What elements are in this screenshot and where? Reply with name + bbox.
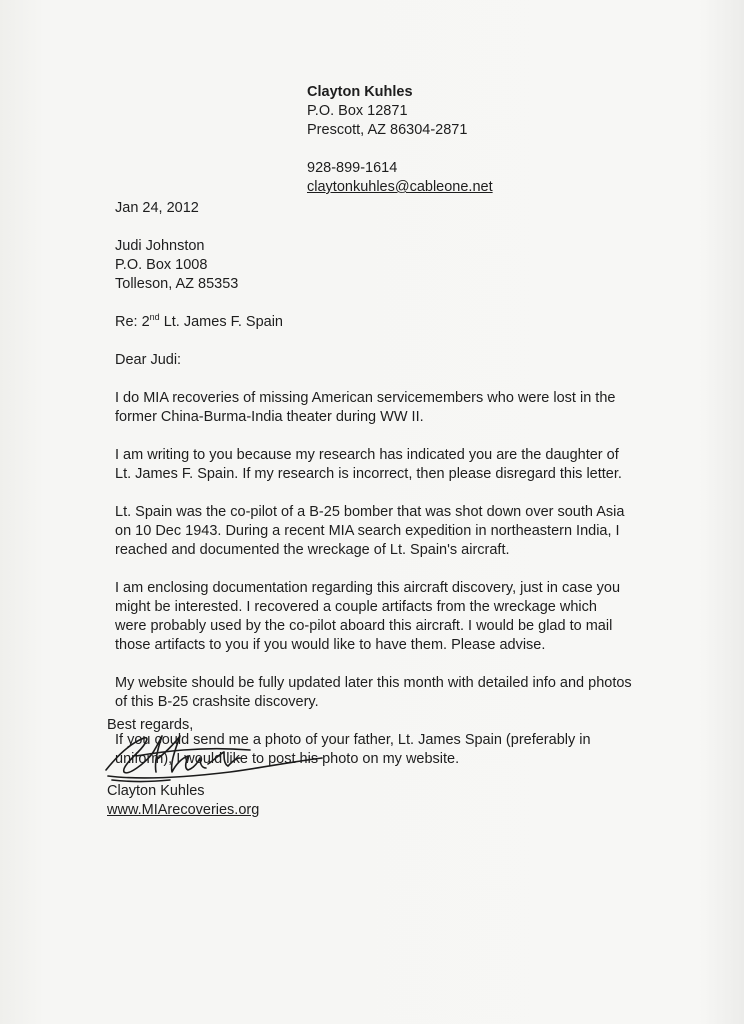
subject-suffix: Lt. James F. Spain xyxy=(159,314,283,330)
paragraph-line: I am enclosing documentation regarding this aircraft discovery, just in case you xyxy=(115,580,621,596)
paragraph-line: My website should be fully updated later this month with detailed info and photos xyxy=(115,675,632,691)
paragraph-line: former China-Burma-India theater during WW II. xyxy=(115,409,424,425)
sender-email[interactable]: claytonkuhles@cableone.net xyxy=(307,179,493,195)
subject-superscript: nd xyxy=(149,312,160,322)
sender-address-line-2: Prescott, AZ 86304-2871 xyxy=(307,122,468,138)
subject-prefix: Re: 2 xyxy=(115,314,150,330)
paragraph-5 xyxy=(115,674,635,712)
paragraph-line: Lt. James F. Spain. If my research is incorrect, then please disregard this letter. xyxy=(115,466,622,482)
recipient-block xyxy=(115,237,635,294)
paragraph-line: on 10 Dec 1943. During a recent MIA search expedition in northeastern India, I xyxy=(115,523,620,539)
closing: Best regards, xyxy=(107,717,194,733)
paragraph-2 xyxy=(115,446,635,484)
letter-body xyxy=(115,199,635,769)
sender-name: Clayton Kuhles xyxy=(307,84,413,100)
letterhead xyxy=(307,83,493,197)
paragraph-line: might be interested. I recovered a couple artifacts from the wreckage which xyxy=(115,599,597,615)
salutation: Dear Judi: xyxy=(115,352,182,368)
paragraph-line: I am writing to you because my research has indicated you are the daughter of xyxy=(115,447,619,463)
sender-address-line-1: P.O. Box 12871 xyxy=(307,103,408,119)
letter-date: Jan 24, 2012 xyxy=(115,200,199,216)
recipient-name: Judi Johnston xyxy=(115,238,205,254)
sender-phone: 928-899-1614 xyxy=(307,160,398,176)
paragraph-3 xyxy=(115,503,635,560)
paragraph-1 xyxy=(115,389,635,427)
signer-name: Clayton Kuhles xyxy=(107,783,205,799)
recipient-address-line-2: Tolleson, AZ 85353 xyxy=(115,276,239,292)
paragraph-line: of this B-25 crashsite discovery. xyxy=(115,694,319,710)
paragraph-4 xyxy=(115,579,635,655)
signature-image xyxy=(100,730,325,785)
paragraph-line: If you could send me a photo of your father, Lt. James Spain (preferably in xyxy=(115,732,591,748)
recipient-address-line-1: P.O. Box 1008 xyxy=(115,257,208,273)
signer-website[interactable]: www.MIArecoveries.org xyxy=(107,802,260,818)
paragraph-line: uniform), I would like to post his photo on my website. xyxy=(115,751,460,767)
paragraph-line: were probably used by the co-pilot aboard this aircraft. I would be glad to mail xyxy=(115,618,613,634)
subject-line xyxy=(115,313,635,332)
paragraph-line: reached and documented the wreckage of Lt. Spain's aircraft. xyxy=(115,542,510,558)
signer-block xyxy=(107,782,259,820)
paragraph-line: Lt. Spain was the co-pilot of a B-25 bomber that was shot down over south Asia xyxy=(115,504,625,520)
paragraph-line: I do MIA recoveries of missing American servicemembers who were lost in the xyxy=(115,390,616,406)
paragraph-line: those artifacts to you if you would like to have them. Please advise. xyxy=(115,637,546,653)
